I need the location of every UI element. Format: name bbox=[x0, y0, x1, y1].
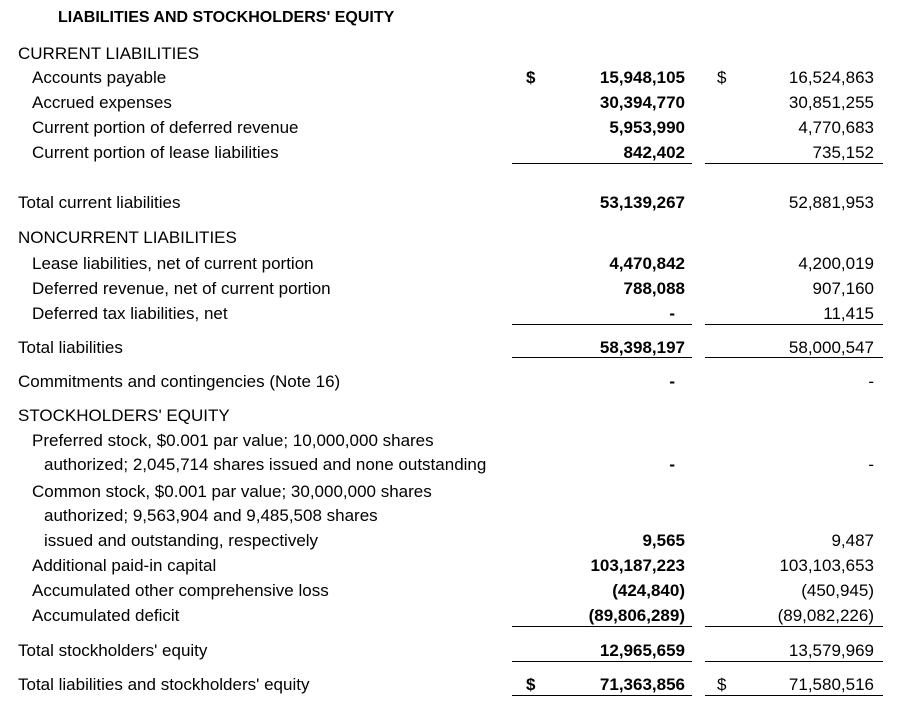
accounts-payable-prior: 16,524,863 bbox=[788, 68, 874, 87]
total-current-liabilities-current: 53,139,267 bbox=[599, 193, 685, 212]
deferred-tax-liabilities-current: - bbox=[669, 304, 675, 323]
total-underline bbox=[705, 661, 883, 662]
current-lease-liabilities-current: 842,402 bbox=[623, 143, 685, 162]
preferred-stock-label: Preferred stock, $0.001 par value; 10,000,000 shares bbox=[32, 431, 434, 450]
preferred-stock-label-continued: authorized; 2,045,714 shares issued and none outstanding bbox=[44, 455, 487, 474]
subtotal-rule bbox=[705, 324, 883, 325]
aoci-prior: (450,945) bbox=[801, 581, 874, 600]
total-liabilities-prior: 58,000,547 bbox=[788, 338, 874, 357]
total-current-liabilities-label: Total current liabilities bbox=[18, 193, 181, 212]
apic-current: 103,187,223 bbox=[590, 556, 685, 575]
total-equity-current: 12,965,659 bbox=[599, 641, 685, 660]
lease-liabilities-noncurrent-current: 4,470,842 bbox=[609, 254, 685, 273]
commitments-label: Commitments and contingencies (Note 16) bbox=[18, 372, 341, 391]
current-lease-liabilities-prior: 735,152 bbox=[812, 143, 874, 162]
subtotal-rule bbox=[705, 163, 883, 164]
deferred-tax-liabilities-label: Deferred tax liabilities, net bbox=[32, 304, 228, 323]
current-lease-liabilities-label: Current portion of lease liabilities bbox=[32, 143, 279, 162]
accumulated-deficit-label: Accumulated deficit bbox=[32, 606, 180, 625]
preferred-stock-current: - bbox=[669, 455, 675, 474]
apic-prior: 103,103,653 bbox=[779, 556, 874, 575]
common-stock-current: 9,565 bbox=[642, 531, 685, 550]
accumulated-deficit-current: (89,806,289) bbox=[588, 606, 685, 625]
total-current-liabilities-prior: 52,881,953 bbox=[788, 193, 874, 212]
currency-symbol-prior: $ bbox=[717, 675, 727, 694]
currency-symbol-prior: $ bbox=[717, 68, 727, 87]
total-equity-label: Total stockholders' equity bbox=[18, 641, 208, 660]
apic-label: Additional paid-in capital bbox=[32, 556, 217, 575]
lease-liabilities-noncurrent-prior: 4,200,019 bbox=[798, 254, 874, 273]
subtotal-rule bbox=[512, 163, 692, 164]
total-underline bbox=[512, 661, 692, 662]
total-liabilities-label: Total liabilities bbox=[18, 338, 123, 357]
accumulated-deficit-prior: (89,082,226) bbox=[777, 606, 874, 625]
accrued-expenses-prior: 30,851,255 bbox=[788, 93, 874, 112]
current-deferred-revenue-current: 5,953,990 bbox=[609, 118, 685, 137]
preferred-stock-prior: - bbox=[868, 455, 874, 474]
section-header-noncurrent-liabilities: NONCURRENT LIABILITIES bbox=[18, 228, 237, 247]
accrued-expenses-label: Accrued expenses bbox=[32, 93, 172, 112]
aoci-label: Accumulated other comprehensive loss bbox=[32, 581, 329, 600]
accrued-expenses-current: 30,394,770 bbox=[599, 93, 685, 112]
total-underline bbox=[705, 695, 883, 696]
subtotal-rule bbox=[705, 626, 883, 627]
current-deferred-revenue-prior: 4,770,683 bbox=[798, 118, 874, 137]
section-header-stockholders-equity: STOCKHOLDERS' EQUITY bbox=[18, 406, 230, 425]
commitments-prior: - bbox=[868, 372, 874, 391]
total-underline bbox=[512, 695, 692, 696]
total-underline bbox=[705, 357, 883, 358]
currency-symbol-current: $ bbox=[526, 68, 536, 87]
page-title: LIABILITIES AND STOCKHOLDERS' EQUITY bbox=[58, 9, 395, 26]
lease-liabilities-noncurrent-label: Lease liabilities, net of current portion bbox=[32, 254, 314, 273]
currency-symbol-current: $ bbox=[526, 675, 536, 694]
deferred-tax-liabilities-prior: 11,415 bbox=[823, 304, 874, 323]
accounts-payable-label: Accounts payable bbox=[32, 68, 167, 87]
common-stock-label: Common stock, $0.001 par value; 30,000,000 shares bbox=[32, 482, 432, 501]
subtotal-rule bbox=[512, 324, 692, 325]
common-stock-label-continued: authorized; 9,563,904 and 9,485,508 shares bbox=[44, 506, 378, 525]
current-deferred-revenue-label: Current portion of deferred revenue bbox=[32, 118, 299, 137]
total-liabilities-equity-label: Total liabilities and stockholders' equity bbox=[18, 675, 310, 694]
total-underline bbox=[512, 357, 692, 358]
aoci-current: (424,840) bbox=[612, 581, 685, 600]
deferred-revenue-noncurrent-current: 788,088 bbox=[623, 279, 685, 298]
total-liabilities-current: 58,398,197 bbox=[599, 338, 685, 357]
total-liabilities-equity-prior: 71,580,516 bbox=[788, 675, 874, 694]
total-equity-prior: 13,579,969 bbox=[788, 641, 874, 660]
commitments-current: - bbox=[669, 372, 675, 391]
subtotal-rule bbox=[512, 626, 692, 627]
deferred-revenue-noncurrent-prior: 907,160 bbox=[812, 279, 874, 298]
deferred-revenue-noncurrent-label: Deferred revenue, net of current portion bbox=[32, 279, 331, 298]
total-liabilities-equity-current: 71,363,856 bbox=[599, 675, 685, 694]
section-header-current-liabilities: CURRENT LIABILITIES bbox=[18, 44, 200, 63]
common-stock-label-continued: issued and outstanding, respectively bbox=[44, 531, 319, 550]
accounts-payable-current: 15,948,105 bbox=[599, 68, 685, 87]
common-stock-prior: 9,487 bbox=[831, 531, 874, 550]
